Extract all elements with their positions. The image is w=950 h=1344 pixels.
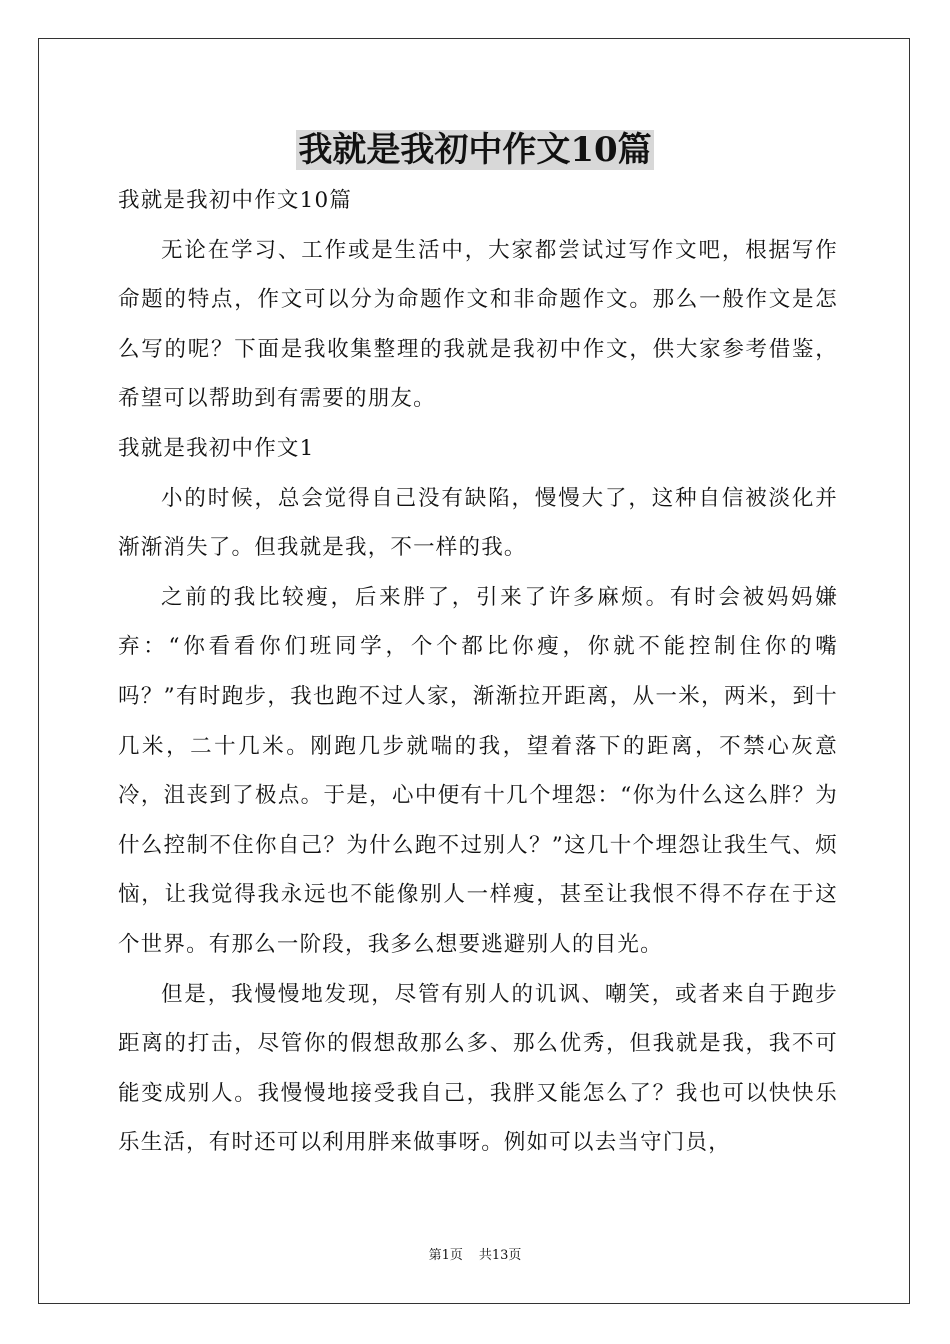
page-footer [0,1246,950,1266]
page-number-current: 第1页 [428,1248,463,1263]
page-number-total: 共13页 [478,1248,522,1263]
paragraph-intro: 无论在学习、工作或是生活中，大家都尝试过写作文吧，根据写作命题的特点，作文可以分为命题作文和非命题作文。那么一般作文是怎么写的呢？下面是我收集整理的我就是我初中作文，供大家参考借鉴，希望可以帮助到有需要的朋友。 [118,237,838,412]
paragraph-essay-1-p2: 之前的我比较瘦，后来胖了，引来了许多麻烦。有时会被妈妈嫌弃：“你看看你们班同学，个个都比你瘦，你就不能控制住你的嘴吗？”有时跑步，我也跑不过人家，渐渐拉开距离，从一米，两米，到十几米，二十几米。刚跑几步就喘的我，望着落下的距离，不禁心灰意冷，沮丧到了极点。于是，心中便有十几个埋怨：“你为什么这么胖？为什么控制不住你自己？为什么跑不过别人？”这几十个埋怨让我生气、烦恼，让我觉得我永远也不能像别人一样瘦，甚至让我恨不得不存在于这个世界。有那么一阶段，我多么想要逃避别人的目光。 [118,584,838,957]
paragraph-essay-1-p1: 小的时候，总会觉得自己没有缺陷，慢慢大了，这种自信被淡化并渐渐消失了。但我就是我，不一样的我。 [118,485,838,561]
paragraph-subtitle: 我就是我初中作文10篇 [118,188,353,213]
document-title-text: 我就是我初中作文10篇 [298,130,652,170]
document-title [0,124,950,176]
paragraph-essay-1-p3: 但是，我慢慢地发现，尽管有别人的讥讽、嘲笑，或者来自于跑步距离的打击，尽管你的假想敌那么多、那么优秀，但我就是我，我不可能变成别人。我慢慢地接受我自己，我胖又能怎么了？我也可以快快乐乐生活，有时还可以利用胖来做事呀。例如可以去当守门员， [118,981,838,1156]
paragraph-heading-essay-1: 我就是我初中作文1 [118,435,315,461]
document-body [118,176,838,1168]
